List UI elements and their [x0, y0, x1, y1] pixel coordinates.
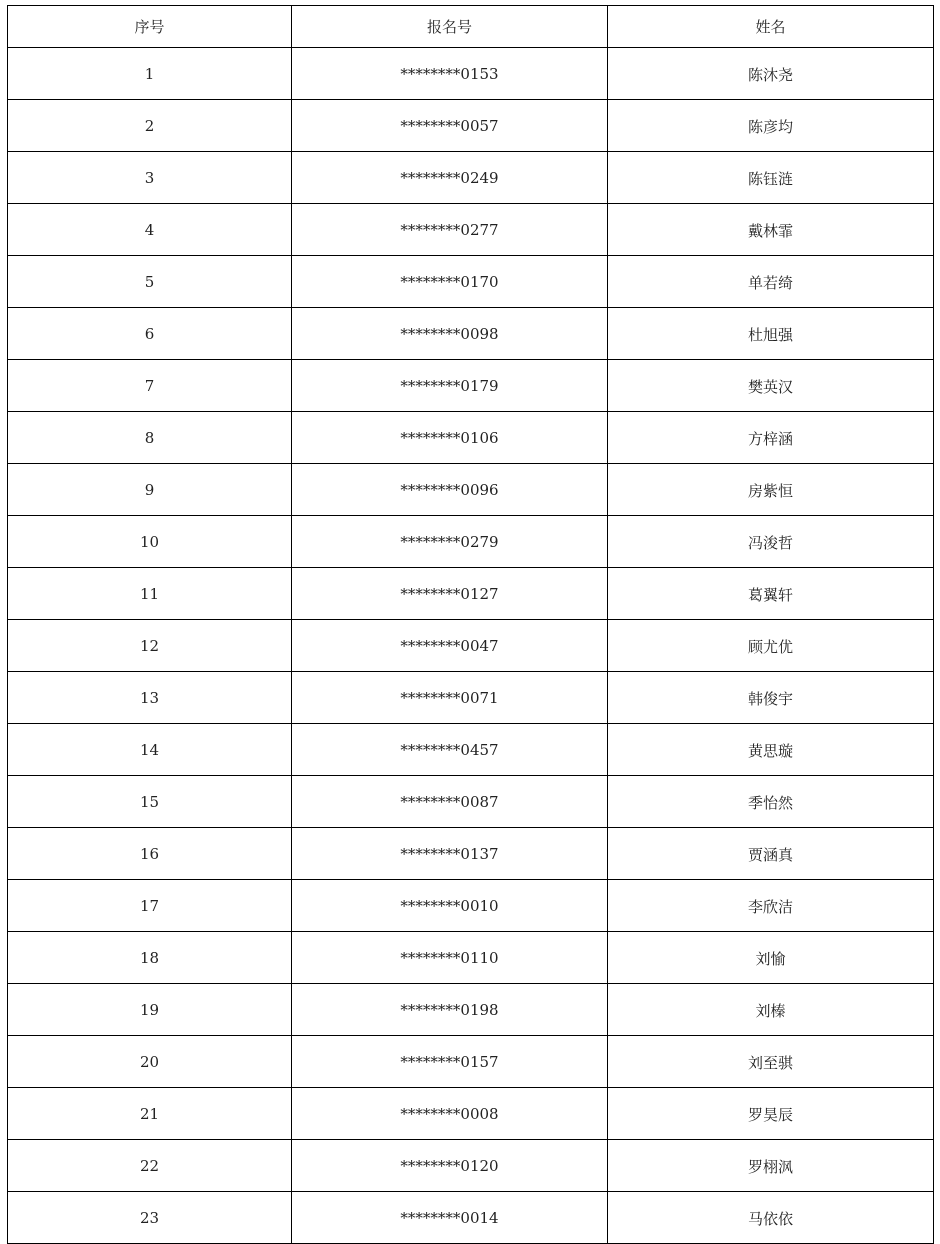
cell-name: 李欣洁 [608, 880, 934, 932]
cell-seq: 21 [8, 1088, 292, 1140]
cell-name: 刘至骐 [608, 1036, 934, 1088]
table-row [8, 360, 934, 412]
table-row [8, 880, 934, 932]
table-header [8, 6, 934, 48]
table-row [8, 1088, 934, 1140]
cell-registration-number: ********0198 [292, 984, 608, 1036]
cell-registration-number: ********0057 [292, 100, 608, 152]
table-row [8, 152, 934, 204]
cell-seq: 18 [8, 932, 292, 984]
cell-name: 黄思璇 [608, 724, 934, 776]
cell-seq: 3 [8, 152, 292, 204]
table-row [8, 464, 934, 516]
cell-registration-number: ********0170 [292, 256, 608, 308]
roster-table [7, 5, 934, 1244]
cell-name: 杜旭强 [608, 308, 934, 360]
cell-name: 刘榛 [608, 984, 934, 1036]
cell-name: 顾尤优 [608, 620, 934, 672]
cell-registration-number: ********0137 [292, 828, 608, 880]
cell-name: 戴林霏 [608, 204, 934, 256]
cell-registration-number: ********0098 [292, 308, 608, 360]
header-row [8, 6, 934, 48]
cell-name: 贾涵真 [608, 828, 934, 880]
cell-seq: 11 [8, 568, 292, 620]
cell-registration-number: ********0457 [292, 724, 608, 776]
table-row [8, 256, 934, 308]
cell-seq: 15 [8, 776, 292, 828]
table-row [8, 620, 934, 672]
table-row [8, 308, 934, 360]
cell-seq: 19 [8, 984, 292, 1036]
cell-name: 冯浚哲 [608, 516, 934, 568]
cell-registration-number: ********0008 [292, 1088, 608, 1140]
table-row [8, 724, 934, 776]
roster-sheet [7, 5, 933, 1244]
table-row [8, 204, 934, 256]
table-body [8, 48, 934, 1244]
cell-name: 刘愉 [608, 932, 934, 984]
cell-registration-number: ********0047 [292, 620, 608, 672]
table-row [8, 1192, 934, 1244]
table-row [8, 412, 934, 464]
cell-seq: 7 [8, 360, 292, 412]
cell-seq: 23 [8, 1192, 292, 1244]
table-row [8, 776, 934, 828]
cell-registration-number: ********0071 [292, 672, 608, 724]
table-row [8, 516, 934, 568]
cell-seq: 6 [8, 308, 292, 360]
header-name: 姓名 [608, 6, 934, 48]
cell-registration-number: ********0279 [292, 516, 608, 568]
cell-name: 陈沐尧 [608, 48, 934, 100]
table-row [8, 828, 934, 880]
cell-name: 方梓涵 [608, 412, 934, 464]
header-registration-number: 报名号 [292, 6, 608, 48]
table-row [8, 568, 934, 620]
cell-registration-number: ********0157 [292, 1036, 608, 1088]
cell-registration-number: ********0277 [292, 204, 608, 256]
cell-seq: 16 [8, 828, 292, 880]
cell-name: 单若绮 [608, 256, 934, 308]
cell-seq: 14 [8, 724, 292, 776]
cell-name: 罗昊辰 [608, 1088, 934, 1140]
cell-registration-number: ********0179 [292, 360, 608, 412]
cell-seq: 20 [8, 1036, 292, 1088]
cell-registration-number: ********0096 [292, 464, 608, 516]
cell-registration-number: ********0127 [292, 568, 608, 620]
cell-seq: 4 [8, 204, 292, 256]
cell-name: 罗栩沨 [608, 1140, 934, 1192]
table-row [8, 100, 934, 152]
cell-seq: 2 [8, 100, 292, 152]
cell-registration-number: ********0110 [292, 932, 608, 984]
table-row [8, 932, 934, 984]
cell-name: 樊英汉 [608, 360, 934, 412]
table-row [8, 48, 934, 100]
cell-registration-number: ********0153 [292, 48, 608, 100]
cell-registration-number: ********0120 [292, 1140, 608, 1192]
cell-name: 季怡然 [608, 776, 934, 828]
cell-seq: 8 [8, 412, 292, 464]
cell-name: 房紫恒 [608, 464, 934, 516]
table-row [8, 672, 934, 724]
table-row [8, 1036, 934, 1088]
cell-seq: 12 [8, 620, 292, 672]
cell-registration-number: ********0014 [292, 1192, 608, 1244]
cell-name: 葛翼轩 [608, 568, 934, 620]
cell-seq: 13 [8, 672, 292, 724]
header-seq: 序号 [8, 6, 292, 48]
cell-seq: 22 [8, 1140, 292, 1192]
cell-seq: 9 [8, 464, 292, 516]
cell-name: 陈彦均 [608, 100, 934, 152]
table-row [8, 984, 934, 1036]
cell-seq: 10 [8, 516, 292, 568]
cell-name: 陈钰涟 [608, 152, 934, 204]
table-row [8, 1140, 934, 1192]
cell-registration-number: ********0010 [292, 880, 608, 932]
cell-seq: 5 [8, 256, 292, 308]
cell-name: 马依依 [608, 1192, 934, 1244]
cell-seq: 17 [8, 880, 292, 932]
cell-registration-number: ********0106 [292, 412, 608, 464]
cell-seq: 1 [8, 48, 292, 100]
cell-registration-number: ********0249 [292, 152, 608, 204]
cell-registration-number: ********0087 [292, 776, 608, 828]
cell-name: 韩俊宇 [608, 672, 934, 724]
